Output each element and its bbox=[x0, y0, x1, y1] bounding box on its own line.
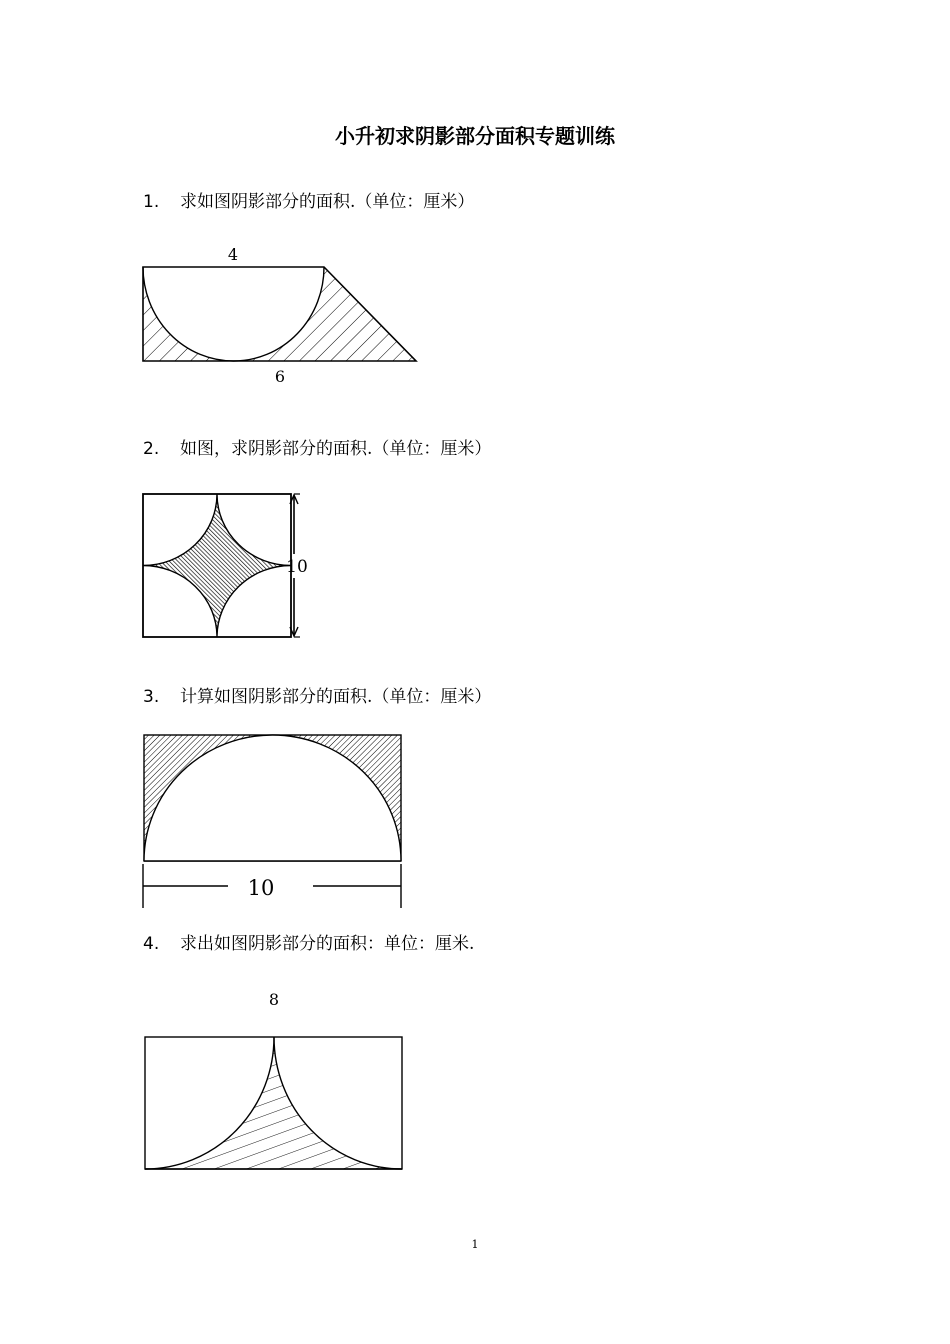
question-text: 求出如图阴影部分的面积：单位：厘米. bbox=[180, 934, 475, 954]
figure-2 bbox=[140, 490, 320, 642]
page-title: 小升初求阴影部分面积专题训练 bbox=[335, 124, 615, 148]
label-bottom: 10 bbox=[247, 876, 275, 900]
question-1 bbox=[143, 191, 474, 213]
question-text: 计算如图阴影部分的面积.（单位：厘米） bbox=[180, 687, 492, 707]
label-bottom: 6 bbox=[274, 367, 286, 386]
figure-1 bbox=[140, 240, 430, 390]
label-top: 8 bbox=[268, 990, 280, 1009]
figure-3 bbox=[140, 732, 410, 912]
question-number: 2. bbox=[143, 439, 160, 459]
question-text: 求如图阴影部分的面积.（单位：厘米） bbox=[180, 192, 475, 212]
question-2 bbox=[143, 438, 491, 460]
label-side: 10 bbox=[286, 557, 308, 577]
figure-4 bbox=[140, 985, 410, 1180]
question-text: 如图，求阴影部分的面积.（单位：厘米） bbox=[180, 439, 492, 459]
question-number: 4. bbox=[143, 934, 160, 954]
question-number: 1. bbox=[143, 192, 160, 212]
question-3 bbox=[143, 686, 491, 708]
label-top: 4 bbox=[227, 245, 239, 264]
page-number: 1 bbox=[471, 1238, 479, 1251]
question-number: 3. bbox=[143, 687, 160, 707]
question-4 bbox=[143, 933, 474, 955]
